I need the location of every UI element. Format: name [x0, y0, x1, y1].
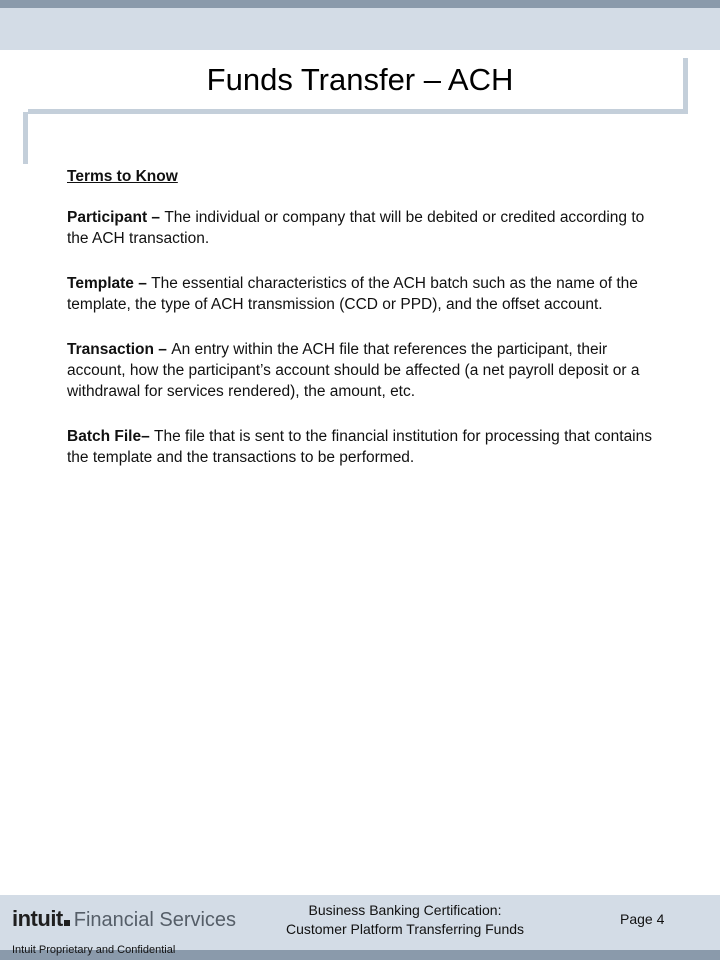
title-frame-bottom	[28, 109, 688, 114]
term-transaction	[67, 339, 657, 402]
term-batch-file	[67, 426, 657, 468]
term-definition: The individual or company that will be debited or credited according to the ACH transaction.	[67, 209, 645, 247]
footer-course-title	[255, 901, 555, 939]
logo-subtitle: Financial Services	[73, 909, 237, 931]
confidential-notice: Intuit Proprietary and Confidential	[12, 944, 176, 956]
top-band	[0, 0, 720, 50]
intuit-logo	[12, 906, 236, 940]
term-label: Transaction –	[67, 341, 172, 358]
footer-course-line-2: Customer Platform Transferring Funds	[285, 921, 525, 937]
title-frame-left	[23, 112, 28, 164]
page-number: Page 4	[620, 911, 665, 927]
term-participant	[67, 207, 657, 249]
page-title: Funds Transfer – ACH	[206, 62, 514, 97]
terms-heading: Terms to Know	[67, 168, 178, 185]
footer-course-line-1: Business Banking Certification:	[308, 902, 502, 918]
term-definition: The essential characteristics of the ACH batch such as the name of the template, the type of ACH transmission (CCD or PPD), and the offset account.	[67, 275, 638, 313]
term-label: Participant –	[67, 209, 165, 226]
term-definition: The file that is sent to the financial institution for processing that contains the template and the transactions to be performed.	[67, 428, 652, 466]
terms-content	[67, 166, 657, 492]
term-template	[67, 273, 657, 315]
logo-mark: intuit	[12, 906, 63, 931]
term-label: Template –	[67, 275, 152, 292]
logo-dot-icon	[64, 920, 70, 926]
term-label: Batch File–	[67, 428, 154, 445]
term-definition: An entry within the ACH file that references the participant, their account, how the participant’s account should be affected (a net payroll deposit or a withdrawal for services rendered), the amount, etc.	[67, 341, 640, 400]
